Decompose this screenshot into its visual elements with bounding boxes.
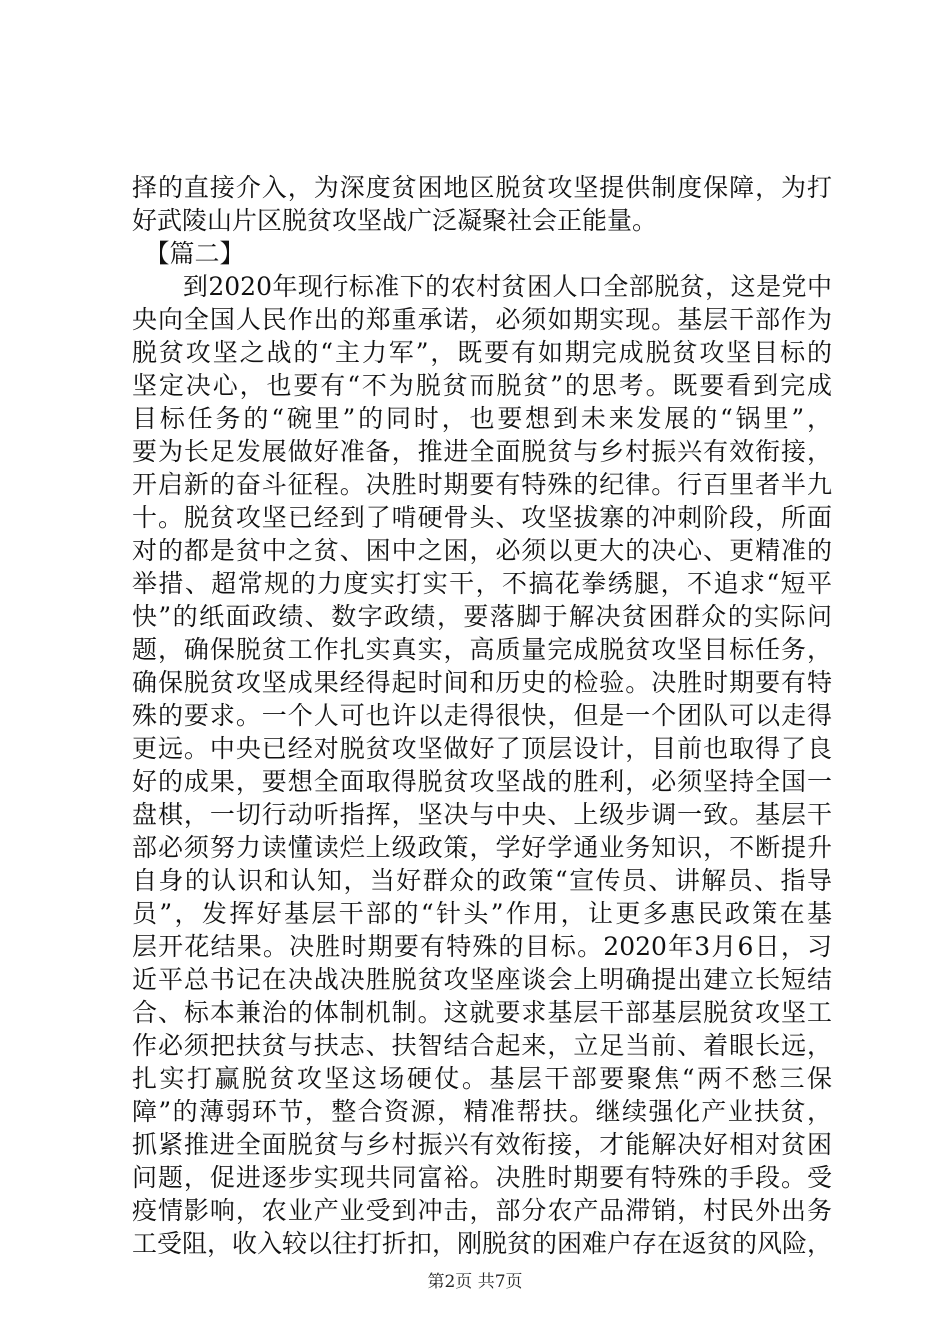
text-line: 层开花结果。决胜时期要有特殊的目标。2020年3月6日，习 [132,932,832,961]
text-line: 脱贫攻坚之战的“主力军”，既要有如期完成脱贫攻坚目标的 [132,338,832,367]
text-line: 目标任务的“碗里”的同时，也要想到未来发展的“锅里”， [132,404,832,433]
text-line: 工受阻，收入较以往打折扣，刚脱贫的困难户存在返贫的风险， [132,1229,832,1258]
text-line: 部必须努力读懂读烂上级政策，学好学通业务知识，不断提升 [132,833,832,862]
text-line: 对的都是贫中之贫、困中之困，必须以更大的决心、更精准的 [132,536,832,565]
text-line: 央向全国人民作出的郑重承诺，必须如期实现。基层干部作为 [132,305,832,334]
text-line: 问题，促进逐步实现共同富裕。决胜时期要有特殊的手段。受 [132,1163,832,1192]
text-line: 到2020年现行标准下的农村贫困人口全部脱贫，这是党中 [132,272,832,301]
text-line: 扎实打赢脱贫攻坚这场硬仗。基层干部要聚焦“两不愁三保 [132,1064,832,1093]
text-line: 自身的认识和认知，当好群众的政策“宣传员、讲解员、指导 [132,866,832,895]
text-line: 疫情影响，农业产业受到冲击，部分农产品滞销，村民外出务 [132,1196,832,1225]
text-line: 要为长足发展做好准备，推进全面脱贫与乡村振兴有效衔接， [132,437,832,466]
text-line: 障”的薄弱环节，整合资源，精准帮扶。继续强化产业扶贫， [132,1097,832,1126]
text-line: 殊的要求。一个人可也许以走得很快，但是一个团队可以走得 [132,701,832,730]
text-line: 员”，发挥好基层干部的“针头”作用，让更多惠民政策在基 [132,899,832,928]
text-line: 好的成果，要想全面取得脱贫攻坚战的胜利，必须坚持全国一 [132,767,832,796]
text-line: 合、标本兼治的体制机制。这就要求基层干部基层脱贫攻坚工 [132,998,832,1027]
text-line: 盘棋，一切行动听指挥，坚决与中央、上级步调一致。基层干 [132,800,832,829]
document-body [132,171,832,1260]
text-line: 更远。中央已经对脱贫攻坚做好了顶层设计，目前也取得了良 [132,734,832,763]
text-line: 好武陵山片区脱贫攻坚战广泛凝聚社会正能量。 [132,206,658,235]
text-line: 作必须把扶贫与扶志、扶智结合起来，立足当前、着眼长远， [132,1031,832,1060]
text-line: 坚定决心，也要有“不为脱贫而脱贫”的思考。既要看到完成 [132,371,832,400]
text-line: 近平总书记在决战决胜脱贫攻坚座谈会上明确提出建立长短结 [132,965,832,994]
page-footer: 第2页 共7页 [427,1272,523,1292]
section-heading: 【篇二】 [132,239,245,268]
text-line: 开启新的奋斗征程。决胜时期要有特殊的纪律。行百里者半九 [132,470,832,499]
text-line: 抓紧推进全面脱贫与乡村振兴有效衔接，才能解决好相对贫困 [132,1130,832,1159]
text-line: 快”的纸面政绩、数字政绩，要落脚于解决贫困群众的实际问 [132,602,832,631]
text-line: 题，确保脱贫工作扎实真实，高质量完成脱贫攻坚目标任务， [132,635,832,664]
text-line: 举措、超常规的力度实打实干，不搞花拳绣腿，不追求“短平 [132,569,832,598]
text-line: 十。脱贫攻坚已经到了啃硬骨头、攻坚拔寨的冲刺阶段，所面 [132,503,832,532]
text-line: 择的直接介入，为深度贫困地区脱贫攻坚提供制度保障，为打 [132,173,832,202]
text-line: 确保脱贫攻坚成果经得起时间和历史的检验。决胜时期要有特 [132,668,832,697]
